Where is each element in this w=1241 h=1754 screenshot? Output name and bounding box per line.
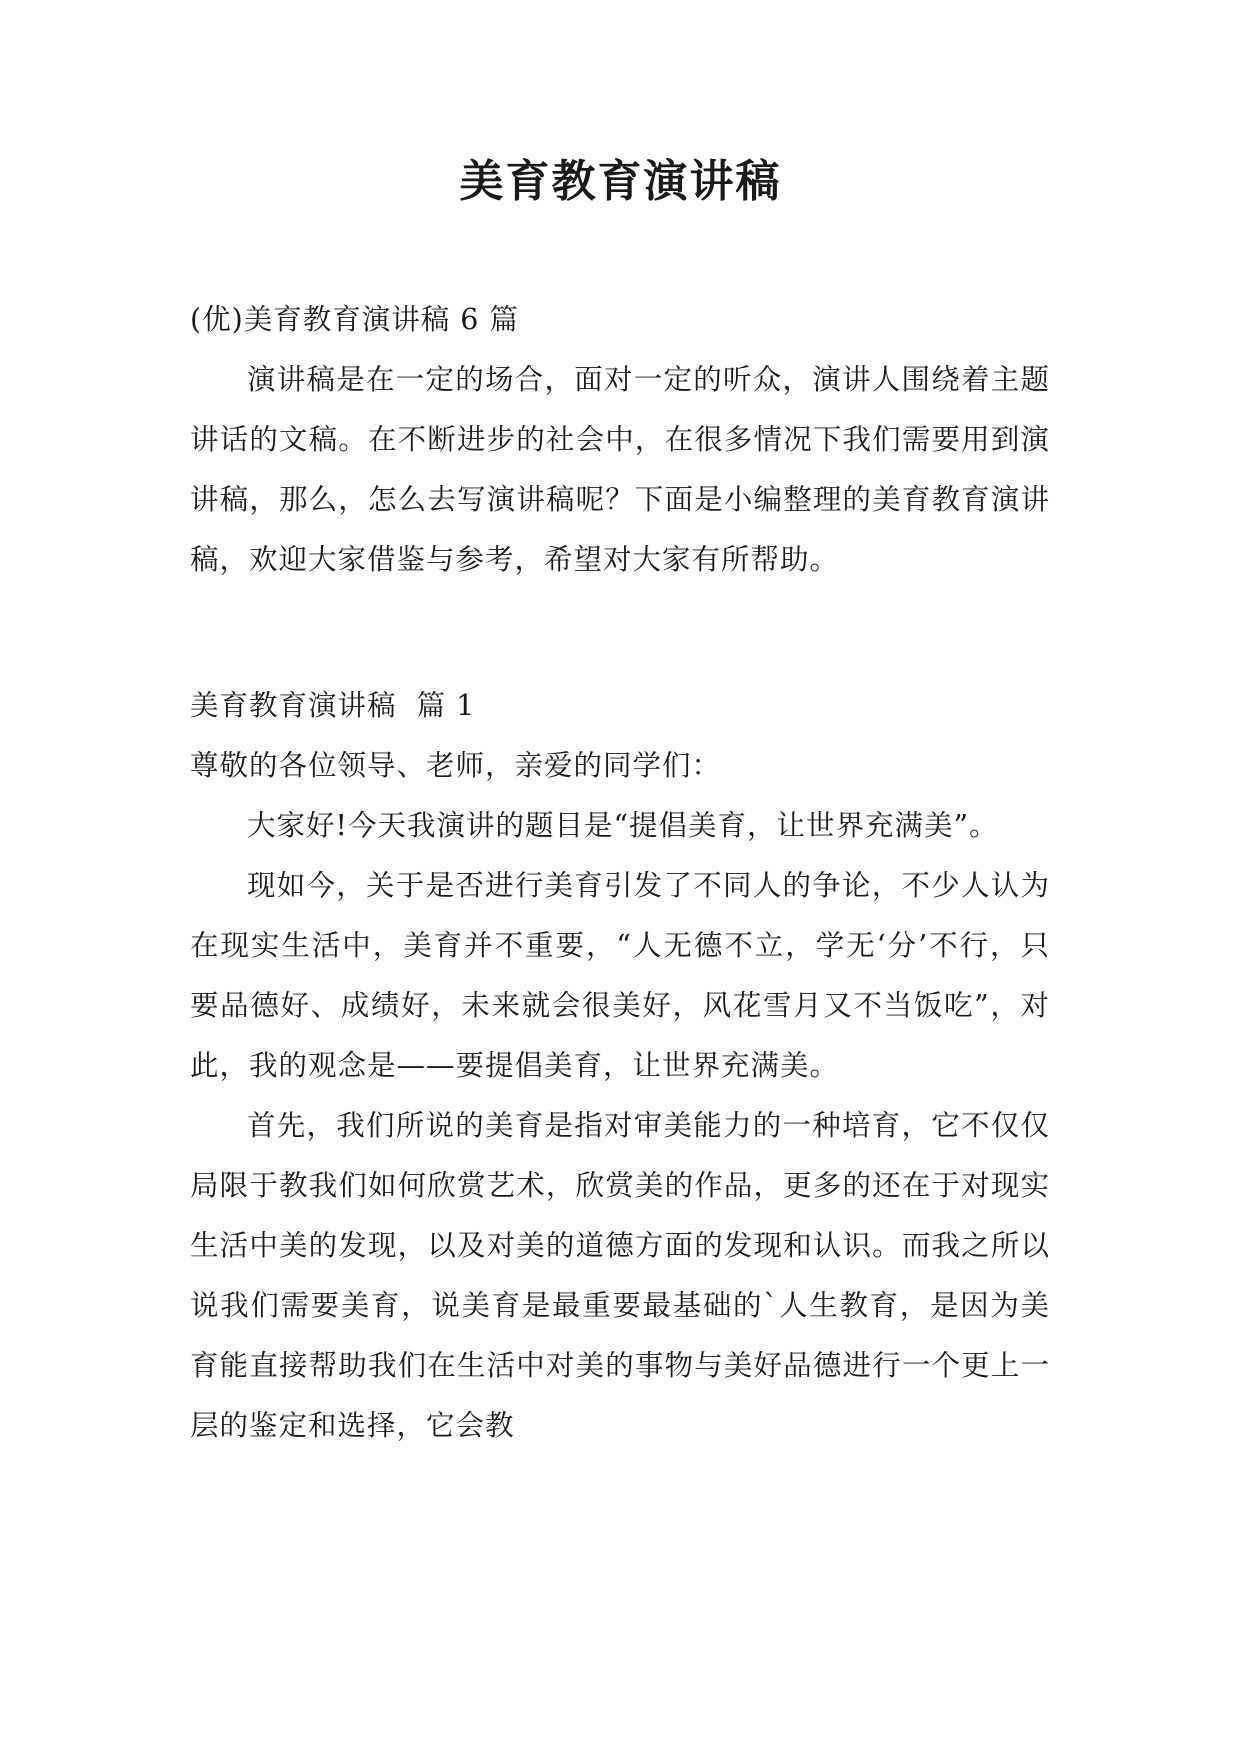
document-body	[190, 290, 1050, 1456]
section-spacer	[190, 590, 1050, 676]
document-subtitle: (优)美育教育演讲稿 6 篇	[190, 303, 519, 336]
body-paragraph-2: 现如今，关于是否进行美育引发了不同人的争论，不少人认为在现实生活中，美育并不重要，“人无德不立，学无‘分’不行，只要品德好、成绩好，未来就会很美好，风花雪月又不当饭吃”，对此，我的观念是——要提倡美育，让世界充满美。	[190, 869, 1050, 1082]
body-paragraph-1: 大家好!今天我演讲的题目是“提倡美育，让世界充满美”。	[247, 809, 999, 842]
section-heading: 美育教育演讲稿 篇 1	[190, 689, 476, 722]
document-title: 美育教育演讲稿	[459, 156, 782, 207]
body-paragraph-3: 首先，我们所说的美育是指对审美能力的一种培育，它不仅仅局限于教我们如何欣赏艺术，欣赏美的作品，更多的还在于对现实生活中美的发现，以及对美的道德方面的发现和认识。而我之所以说我们需要美育，说美育是最重要最基础的`人生教育，是因为美育能直接帮助我们在生活中对美的事物与美好品德进行一个更上一层的鉴定和选择，它会教	[190, 1109, 1050, 1442]
greeting-line: 尊敬的各位领导、老师，亲爱的同学们：	[190, 749, 722, 782]
intro-paragraph: 演讲稿是在一定的场合，面对一定的听众，演讲人围绕着主题讲话的文稿。在不断进步的社会中，在很多情况下我们需要用到演讲稿，那么，怎么去写演讲稿呢？下面是小编整理的美育教育演讲稿，欢迎大家借鉴与参考，希望对大家有所帮助。	[190, 363, 1050, 576]
